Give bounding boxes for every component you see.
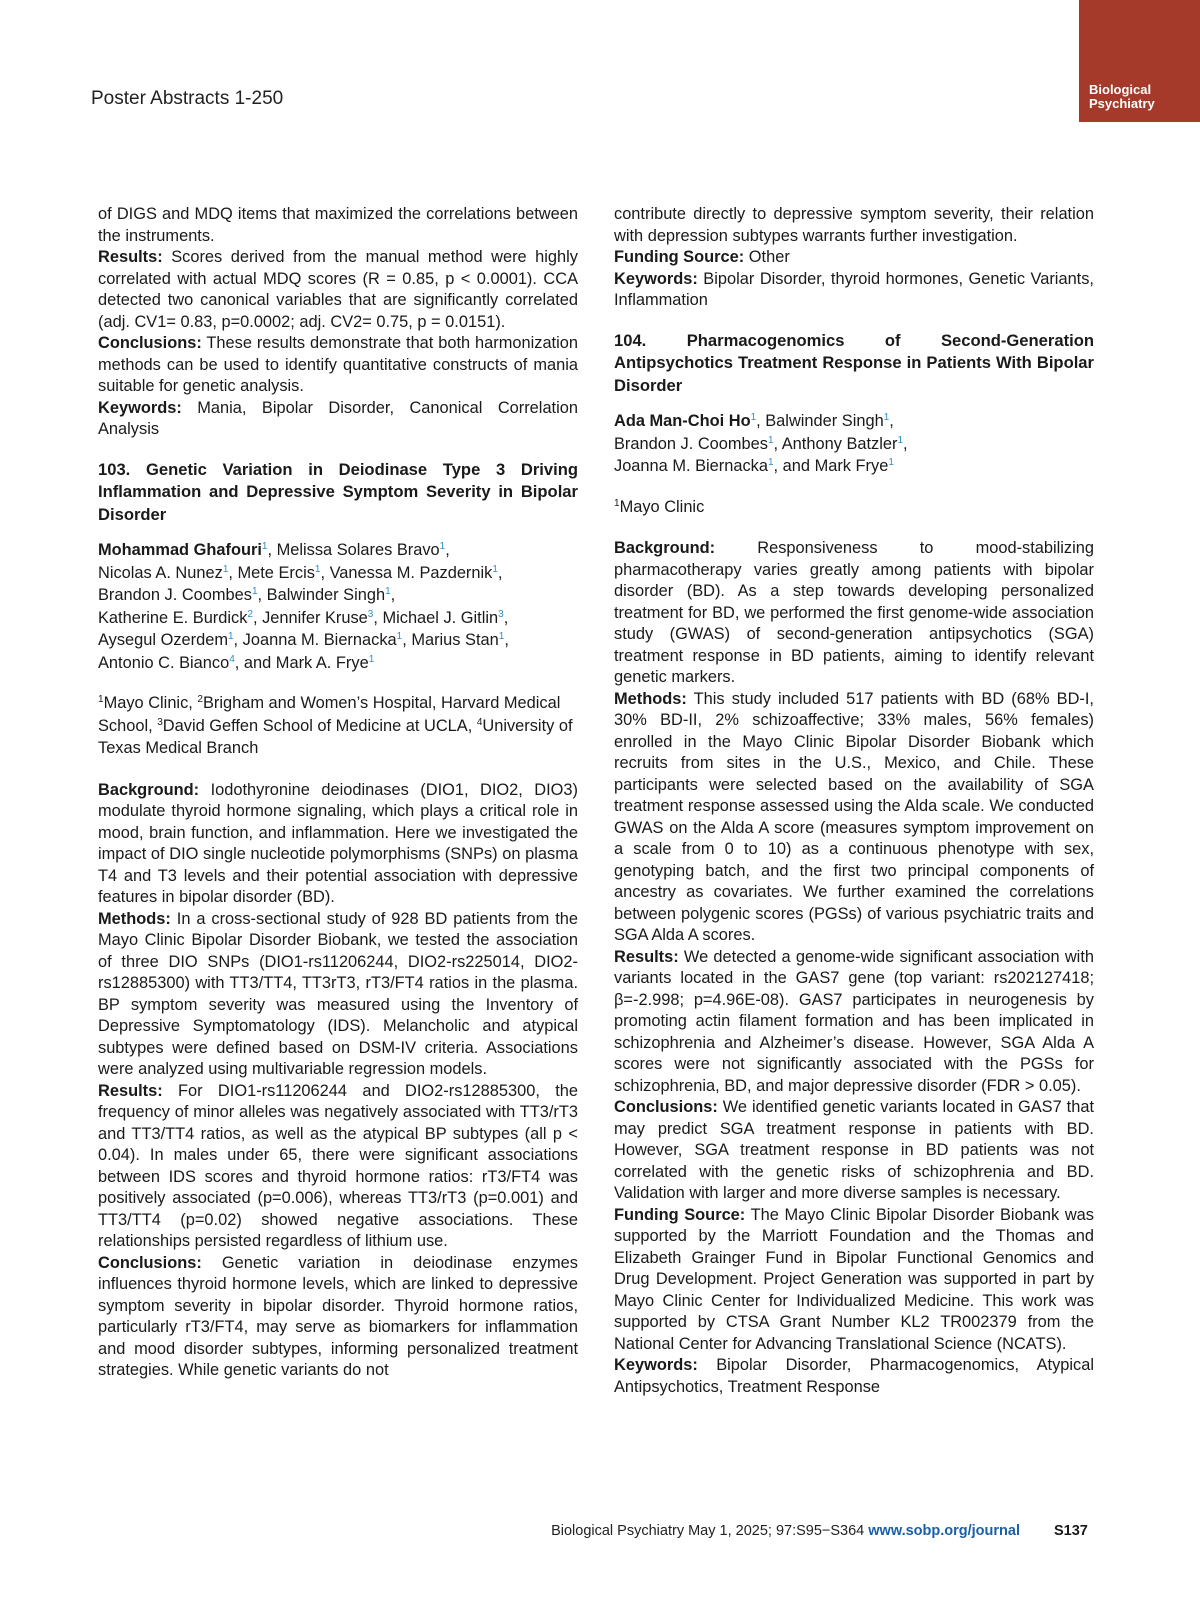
- author-sep: ,: [233, 631, 243, 649]
- affiliation: Mayo Clinic: [619, 497, 705, 516]
- author-name: Brandon J. Coombes: [614, 434, 768, 453]
- section-text: In a cross-sectional study of 928 BD patients from the Mayo Clinic Bipolar Disorder Biobank, we tested the association of three DIO SNPs (DIO1-rs11206244, DIO2-rs225014, DIO2-rs12885300) with TT3/TT4, TT3rT3, rT3/FT4 ratios in the plasma. BP symptom severity was measured using the Inventory of Depressive Symptomatology (IDS). Melancholic and atypical subtypes were defined based on DSM-IV criteria. Associations were analyzed using multivariable regression models.: [98, 909, 578, 1078]
- section-text: For DIO1-rs11206244 and DIO2-rs12885300, the frequency of minor alleles was negatively associated with TT3/rT3 and TT3/TT4 ratios, as well as the atypical BP subtypes (all p < 0.04). In males under 65, there were significant associations between IDS scores and thyroid hormone ratios: rT3/FT4 was positively associated (p=0.006), whereas TT3/rT3 (p=0.001) and TT3/TT4 (p=0.02) showed negative associations. These relationships persisted regardless of lithium use.: [98, 1081, 578, 1250]
- author-sup: 4: [229, 653, 235, 665]
- author-sup: 3: [498, 608, 504, 620]
- author-name: Ada Man-Choi Ho: [614, 412, 751, 430]
- author-sep: ,: [889, 412, 894, 430]
- author-sup: 1: [883, 412, 890, 423]
- abstract-103-results: [98, 1081, 578, 1253]
- affiliation: University of Texas Medical Branch: [98, 716, 573, 757]
- author-sup: 1: [750, 412, 757, 423]
- author-sep: ,: [267, 541, 277, 559]
- citation-text: Biological Psychiatry May 1, 2025; 97:S95−S364: [551, 1523, 865, 1539]
- right-column: [614, 204, 1094, 1398]
- affiliation: David Geffen School of Medicine at UCLA,: [162, 716, 477, 735]
- author-sep: , and: [773, 457, 815, 475]
- author-sep: ,: [756, 412, 766, 430]
- section-text: Genetic variation in deiodinase enzymes influences thyroid hormone levels, which are linked to depressive symptom severity in bipolar disorder. Thyroid hormone ratios, particularly rT3/FT4, may serve as biomarkers for inflammation and mood disorder subtypes, informing personalized treatment strategies. While genetic variants do not: [98, 1253, 578, 1379]
- author-name: Joanna M. Biernacka: [614, 457, 768, 475]
- abstract-104-authors: [614, 410, 1094, 478]
- abstract-103-methods: [98, 909, 578, 1081]
- section-text: We identified genetic variants located in GAS7 that may predict SGA treatment response in patients with BD. However, SGA treatment response in BD patients was not correlated with the genetic risks of schizophrenia and BD. Validation with larger and more diverse samples is necessary.: [614, 1098, 1094, 1202]
- author-sup: 2: [247, 608, 253, 620]
- author-sup: 1: [227, 631, 234, 642]
- author-sup: 1: [368, 653, 375, 665]
- author-sep: , and: [234, 653, 276, 672]
- section-label: Funding Source:: [614, 248, 745, 266]
- author-name: Mete Ercis: [237, 563, 315, 582]
- author-sup: 1: [767, 457, 774, 468]
- author-name: Mark Frye: [814, 457, 889, 475]
- abstract-104-keywords: [614, 1355, 1094, 1398]
- section-label: Background:: [614, 539, 716, 557]
- abstract-103-conclusions: [98, 1253, 578, 1382]
- abstract-104-funding: [614, 1205, 1094, 1356]
- section-label: Results:: [98, 1081, 163, 1100]
- section-text: The Mayo Clinic Bipolar Disorder Biobank was supported by the Marriott Foundation and the Thomas and Elizabeth Grainger Fund in Bipolar Functional Genomics and Drug Development. Project Generation was supported in part by Mayo Clinic Center for Individualized Medicine. This work was supported by CTSA Grant Number KL2 TR002379 from the National Center for Advancing Translational Science (NCATS).: [614, 1205, 1094, 1353]
- author-sep: ,: [903, 434, 908, 453]
- author-name: Katherine E. Burdick: [98, 608, 248, 627]
- author-sup: 1: [314, 563, 321, 575]
- prev-abstract-keywords: [98, 398, 578, 441]
- author-sep: ,: [390, 586, 396, 604]
- section-text: Other: [748, 248, 790, 266]
- left-column: [98, 204, 578, 1382]
- affiliation: Mayo Clinic,: [103, 694, 198, 712]
- prev-abstract-method-tail: of DIGS and MDQ items that maximized the correlations between the instruments.: [98, 205, 578, 245]
- author-name: Vanessa M. Pazdernik: [329, 563, 493, 582]
- author-name: Michael J. Gitlin: [382, 608, 499, 627]
- author-name: Aysegul Ozerdem: [98, 631, 228, 649]
- section-label: Conclusions:: [614, 1098, 718, 1116]
- author-sep: ,: [497, 563, 503, 582]
- abstract-103-authors: [98, 539, 578, 674]
- author-sep: ,: [373, 608, 383, 627]
- author-sep: ,: [503, 608, 509, 627]
- prev-abstract-results: [98, 247, 578, 333]
- abstract-103-affiliations: [98, 692, 578, 760]
- section-text: We detected a genome-wide significant association with variants located in the GAS7 gene (top variant: rs202127418; β=-2.998; p=4.96E-08). GAS7 participates in neurogenesis by promoting actin filament formation and has been implicated in schizophrenia and Alzheimer’s disease. However, SGA Alda A scores were not significantly associated with the PGSs for schizophrenia, BD, and major depressive disorder (FDR > 0.05).: [614, 947, 1094, 1095]
- abstract-104-conclusions: [614, 1097, 1094, 1205]
- author-sep: ,: [402, 631, 412, 649]
- abstract-104-background: [614, 538, 1094, 689]
- section-text: Bipolar Disorder, Pharmacogenomics, Atypical Antipsychotics, Treatment Response: [614, 1356, 1094, 1396]
- author-name: Jennifer Kruse: [262, 608, 368, 627]
- section-label: Conclusions:: [98, 334, 202, 352]
- author-sup: 1: [767, 434, 774, 446]
- abstract-104-title: 104. Pharmacogenomics of Second-Generation Antipsychotics Treatment Response in Patients With Bipolar Disorder: [614, 330, 1094, 395]
- author-sup: 1: [888, 457, 894, 468]
- journal-logo-line1: Biological: [1089, 82, 1152, 97]
- author-sup: 1: [261, 541, 268, 552]
- author-name: Brandon J. Coombes: [98, 586, 252, 604]
- prev-abstract-conclusions: [98, 333, 578, 398]
- abstract-103-continuation: contribute directly to depressive symptom severity, their relation with depression subtypes warrants further investigation.: [614, 205, 1094, 245]
- section-label: Methods:: [98, 909, 171, 928]
- affiliation: Brigham and Women’s Hospital, Harvard Medical School,: [98, 694, 561, 735]
- section-label: Funding Source:: [614, 1205, 746, 1224]
- author-name: Mark A. Frye: [275, 653, 369, 672]
- affil-sup: 2: [197, 694, 203, 705]
- author-sep: ,: [228, 563, 238, 582]
- abstract-104-methods: [614, 689, 1094, 947]
- section-text: Iodothyronine deiodinases (DIO1, DIO2, DIO3) modulate thyroid hormone signaling, which plays a critical role in mood, brain function, and inflammation. Here we investigated the impact of DIO single nucleotide polymorphisms (SNPs) on plasma T4 and T3 levels and their potential association with depressive features in bipolar disorder (BD).: [98, 780, 578, 906]
- section-label: Results:: [98, 248, 163, 266]
- section-label: Keywords:: [98, 398, 182, 417]
- author-sep: ,: [320, 563, 330, 582]
- section-label: Background:: [98, 780, 200, 799]
- author-name: Nicolas A. Nunez: [98, 563, 223, 582]
- section-label: Results:: [614, 947, 679, 966]
- abstract-103-funding: [614, 247, 1094, 269]
- section-text: Scores derived from the manual method were highly correlated with actual MDQ scores (R = 0.85, p < 0.0001). CCA detected two canonical variables that are significantly correlated (adj. CV1= 0.83, p=0.0002; adj. CV2= 0.75, p = 0.0151).: [98, 248, 578, 331]
- author-sup: 1: [222, 563, 229, 575]
- abstract-103-background: [98, 780, 578, 909]
- section-label: Keywords:: [614, 1356, 698, 1374]
- journal-logo: [1079, 0, 1200, 122]
- affil-sup: 1: [614, 497, 620, 509]
- abstract-103-title: 103. Genetic Variation in Deiodinase Type 3 Driving Inflammation and Depressive Symptom Severity in Bipolar Disorder: [98, 459, 578, 524]
- journal-logo-line2: Psychiatry: [1089, 96, 1155, 111]
- abstract-104-affiliations: [614, 496, 1094, 519]
- section-label: Conclusions:: [98, 1253, 202, 1272]
- author-sup: 1: [251, 586, 258, 597]
- affil-sup: 4: [476, 716, 483, 728]
- section-text: Responsiveness to mood-stabilizing pharmacotherapy varies greatly among patients with bipolar disorder (BD). As a step towards developing personalized treatment for BD, we performed the first genome-wide association study (GWAS) of second-generation antipsychotics (SGA) treatment response in BD patients, aiming to identify relevant genetic markers.: [614, 539, 1094, 686]
- author-sup: 1: [492, 563, 498, 575]
- author-sup: 1: [439, 541, 446, 552]
- author-name: Balwinder Singh: [266, 586, 386, 604]
- author-sup: 1: [498, 631, 505, 642]
- author-sep: ,: [445, 541, 450, 559]
- abstract-104-results: [614, 947, 1094, 1098]
- section-text: Bipolar Disorder, thyroid hormones, Genetic Variants, Inflammation: [614, 269, 1094, 309]
- footer-citation: [551, 1523, 1020, 1539]
- author-name: Melissa Solares Bravo: [276, 541, 440, 559]
- page-number: S137: [1054, 1523, 1088, 1539]
- section-text: This study included 517 patients with BD (68% BD-I, 30% BD-II, 2% schizoaffective; 33% males, 56% females) enrolled in the Mayo Clinic Bipolar Disorder Biobank which recruits from sites in the U.S., Mexico, and Chile. These participants were selected based on the availability of SGA treatment response assessed using the Alda scale. We conducted GWAS on the Alda A score (measures symptom improvement on a scale from 0 to 10) as a continuous phenotype with sex, genotyping batch, and the first two principal components of ancestry as covariates. We further examined the correlations between polygenic scores (PGSs) of various psychiatric traits and SGA Alda A scores.: [614, 689, 1094, 944]
- author-name: Balwinder Singh: [765, 412, 884, 430]
- author-name: Joanna M. Biernacka: [242, 631, 397, 649]
- author-sup: 1: [897, 434, 904, 446]
- section-text: Mania, Bipolar Disorder, Canonical Correlation Analysis: [98, 398, 578, 438]
- affil-sup: 1: [98, 694, 104, 705]
- section-label: Methods:: [614, 689, 687, 708]
- author-sep: ,: [773, 434, 782, 453]
- author-name: Marius Stan: [411, 631, 499, 649]
- section-text: These results demonstrate that both harmonization methods can be used to identify quantitative constructs of mania suitable for genetic analysis.: [98, 334, 578, 395]
- section-label: Keywords:: [614, 269, 698, 288]
- author-sep: ,: [257, 586, 267, 604]
- author-sup: 3: [367, 608, 374, 620]
- author-sup: 1: [385, 586, 391, 597]
- author-sep: ,: [504, 631, 509, 649]
- author-sep: ,: [252, 608, 263, 627]
- running-header: Poster Abstracts 1-250: [91, 88, 284, 109]
- author-name: Mohammad Ghafouri: [98, 541, 262, 559]
- author-sup: 1: [396, 631, 403, 642]
- journal-url-link[interactable]: www.sobp.org/journal: [868, 1523, 1020, 1539]
- author-name: Antonio C. Bianco: [98, 653, 230, 672]
- abstract-103-keywords: [614, 269, 1094, 312]
- author-name: Anthony Batzler: [781, 434, 898, 453]
- affil-sup: 3: [157, 716, 163, 728]
